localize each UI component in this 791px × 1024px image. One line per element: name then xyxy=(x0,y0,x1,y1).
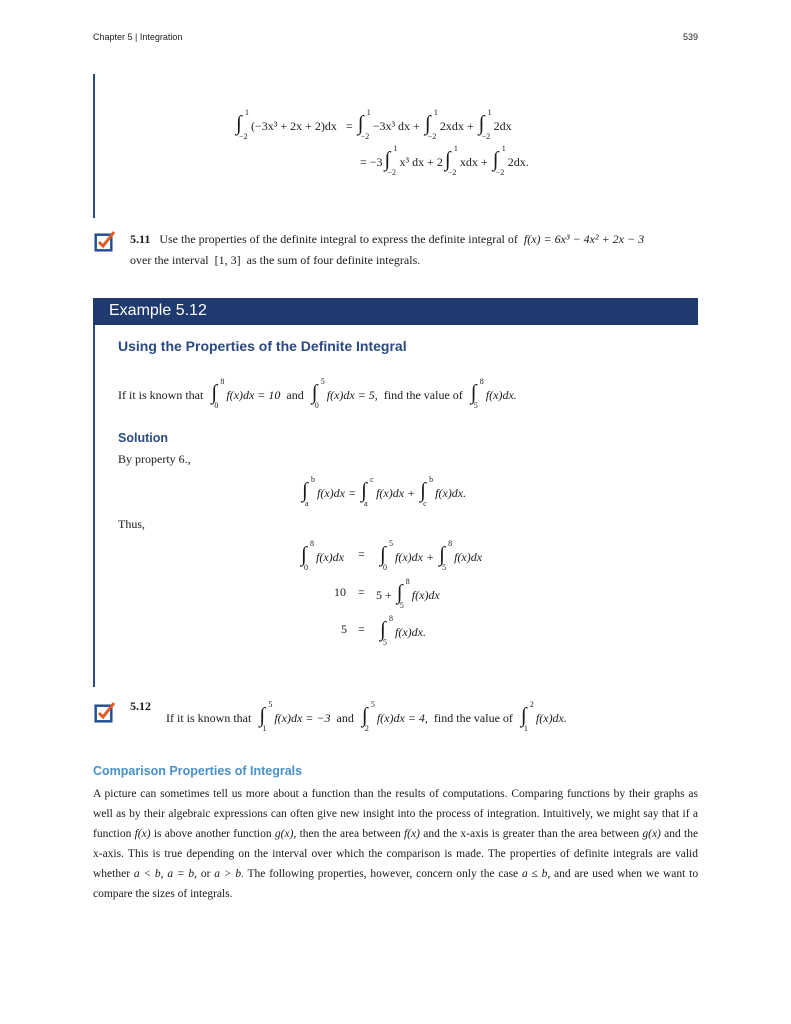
solution-label: Solution xyxy=(118,431,168,445)
example-title: Using the Properties of the Definite Integral xyxy=(118,338,407,354)
left-rule-top xyxy=(93,74,95,218)
step1-rhs: ∫ 5 0 f(x)dx + ∫ 8 5 f(x)dx xyxy=(380,539,483,572)
integral-sign: ∫ c a xyxy=(361,475,374,508)
integral-sign: ∫ 8 5 xyxy=(439,539,453,572)
integral-sign: ∫ 8 5 xyxy=(380,614,393,647)
step1-eq: = xyxy=(358,547,365,561)
comparison-paragraph: A picture can sometimes tell us more about a function than the results of computations. Comparing functions by their graphs as well as by their algebraic expressions can often give new insight into the process of integration. Intuitively, we might say that if a function f(x) is above another function g(x), then the area between f(x) and the x-axis is greater than the area between g(x) and the x-axis. This is true depending on the interval over which the comparison is made. The properties of definite integrals are valid whether a < b, a = b, or a > b. The following properties, however, concern only the case a ≤ b, and are used when we want to compare the sizes of integrals. xyxy=(93,788,699,900)
chapter-header: Chapter 5 | Integration xyxy=(93,32,183,42)
by-property: By property 6., xyxy=(118,452,191,466)
integral-sign: ∫ 5 0 xyxy=(311,377,325,410)
integral-sign: ∫ 1 −2 xyxy=(384,144,398,177)
integral-sign: ∫ 8 0 xyxy=(301,539,315,572)
integral-sign: ∫ 1 −2 xyxy=(424,108,438,141)
integral-sign: ∫ 1 −2 xyxy=(444,144,458,177)
section-title: Comparison Properties of Integrals xyxy=(93,764,303,778)
checkpoint-icon xyxy=(94,701,116,723)
integral-sign: ∫ 8 0 xyxy=(211,377,225,410)
integral-sign: ∫ 8 5 xyxy=(470,377,484,410)
checkpoint-icon xyxy=(94,230,116,252)
integral-sign: ∫ 1 −2 xyxy=(478,108,492,141)
step3-lhs: 5 xyxy=(341,622,347,636)
step1-lhs: ∫ 8 0 f(x)dx xyxy=(301,539,344,572)
step2-rhs: 5 + ∫ 8 5 f(x)dx xyxy=(376,577,440,610)
integral-sign: ∫ 5 1 xyxy=(259,700,273,733)
checkpoint-5-12-number: 5.12 xyxy=(130,699,151,713)
step2-eq: = xyxy=(358,585,365,599)
page-number: 539 xyxy=(683,32,699,42)
top-equation-line2: = −3 ∫ 1 −2 x³ dx + 2 ∫ 1 −2 xdx + ∫ 1 −2 2dx. xyxy=(360,144,529,177)
example-label: Example 5.12 xyxy=(109,302,207,319)
integral-sign: ∫ 5 2 xyxy=(361,700,375,733)
example-header xyxy=(93,298,698,325)
left-rule-example xyxy=(93,325,95,687)
integral-sign: ∫ 5 0 xyxy=(380,539,393,572)
checkpoint-5-11: 5.11 Use the properties of the definite integral to express the definite integral of f(x) = 6x³ − 4x² + 2x − 3 over the interval [1, 3] as the sum of four definite integrals. xyxy=(130,232,645,267)
integral-sign: ∫ 1 −2 xyxy=(236,108,249,141)
step3-rhs: ∫ 8 5 f(x)dx. xyxy=(380,614,426,647)
property-six-equation: ∫ b a f(x)dx = ∫ c a f(x)dx + ∫ b c f(x)dx. xyxy=(302,475,467,508)
checkpoint-5-12: If it is known that ∫ 5 1 f(x)dx = −3 and ∫ 5 2 f(x)dx = 4, find the value of ∫ 2 1 f(x)dx. xyxy=(166,700,567,733)
step2-lhs: 10 xyxy=(334,585,346,599)
thus-label: Thus, xyxy=(118,517,145,531)
integral-sign: ∫ 8 5 xyxy=(396,577,410,610)
integral-sign: ∫ 2 1 xyxy=(520,700,534,733)
integral-sign: ∫ 1 −2 xyxy=(357,108,371,141)
integral-sign: ∫ 1 −2 xyxy=(492,144,506,177)
top-equation-line1: ∫ 1 −2 (−3x³ + 2x + 2)dx = ∫ 1 −2 −3x³ dx + ∫ 1 −2 2xdx + ∫ 1 −2 2dx xyxy=(236,108,512,141)
example-given: If it is known that ∫ 8 0 f(x)dx = 10 and ∫ 5 0 f(x)dx = 5, find the value of ∫ 8 5 f(x)dx. xyxy=(118,377,517,410)
step3-eq: = xyxy=(358,622,365,636)
integral-sign: ∫ b c xyxy=(420,475,434,508)
integral-sign: ∫ b a xyxy=(302,475,315,508)
